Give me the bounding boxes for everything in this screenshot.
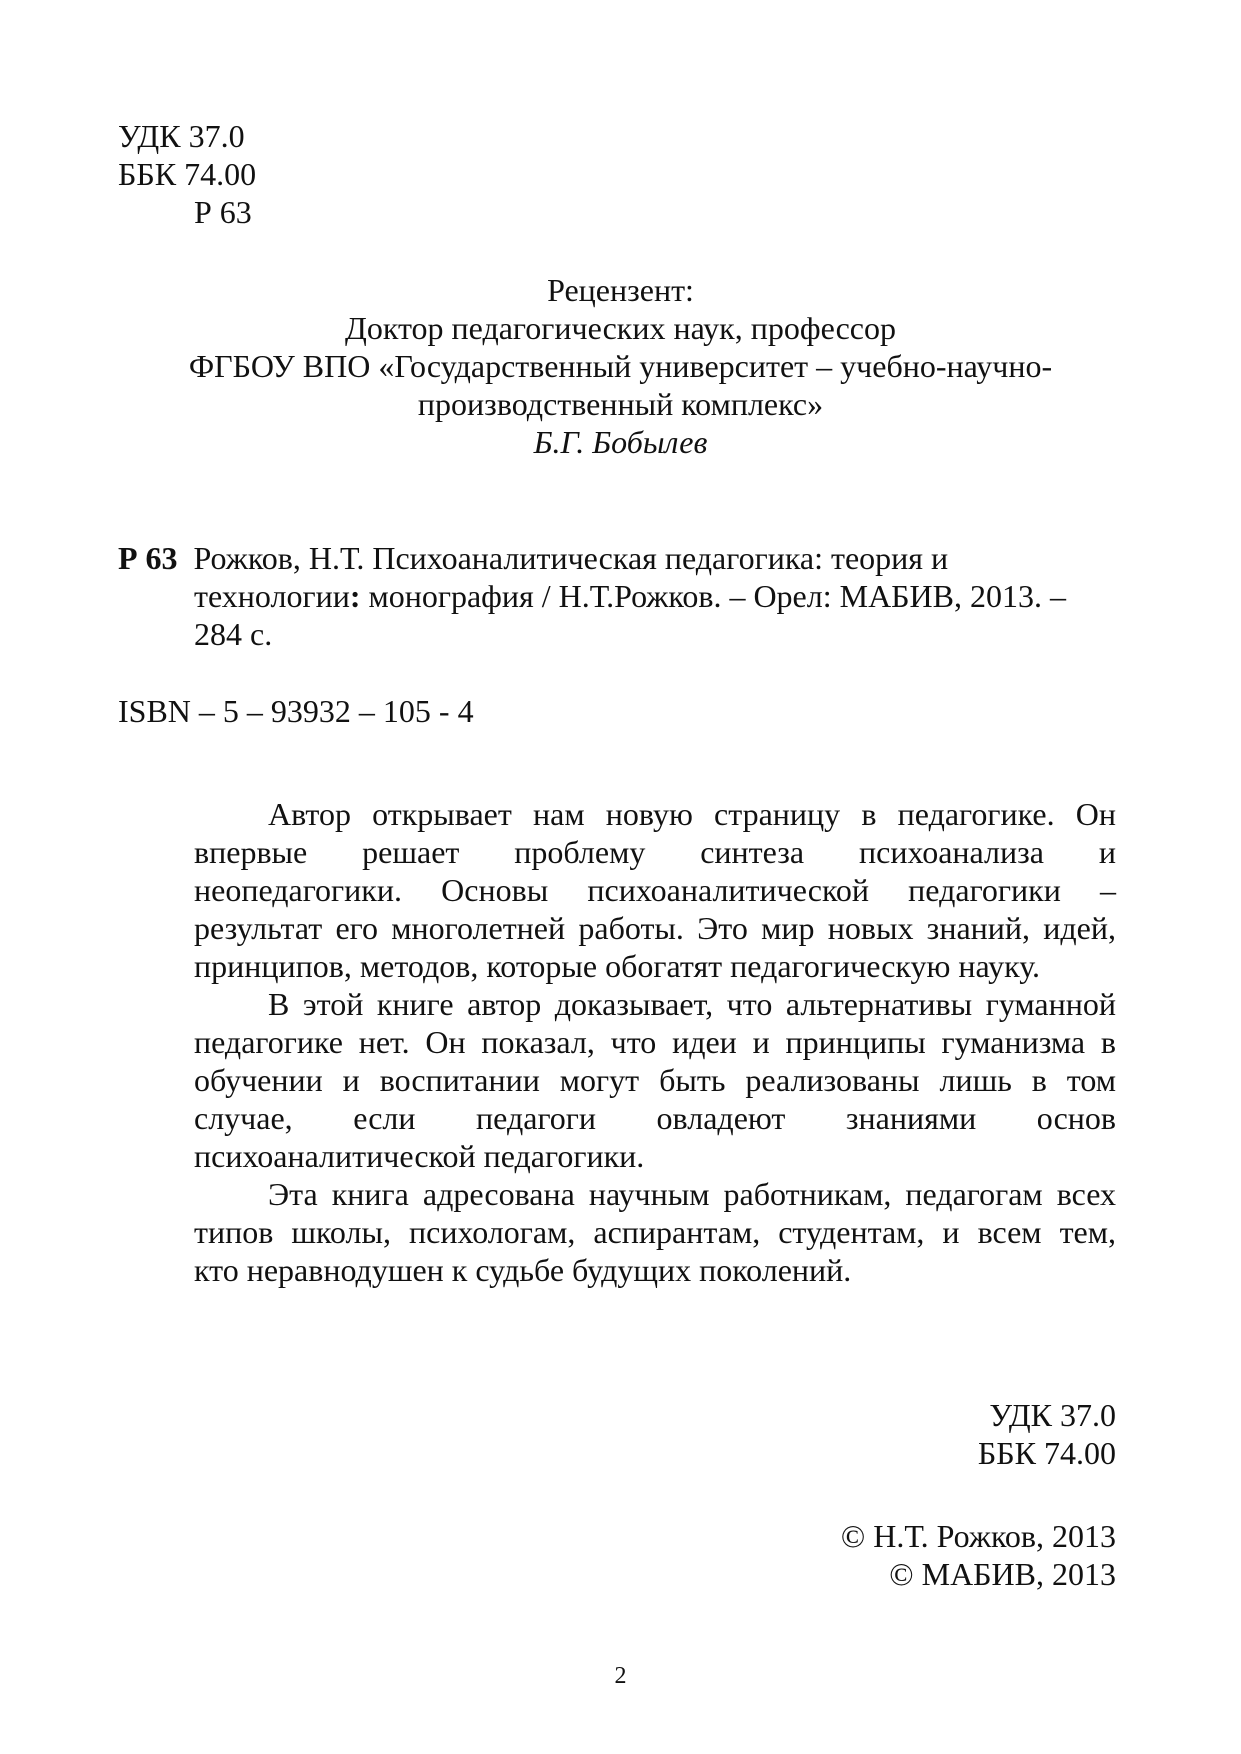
biblio-line-1 — [118, 539, 1066, 577]
abstract-line: В этой книге автор доказывает, что альтернативы гуманной — [268, 986, 1116, 1022]
abstract-line: Автор открывает нам новую страницу в педагогике. Он — [268, 796, 1116, 832]
biblio-line-2: технологии: монография / Н.Т.Рожков. – Орел: МАБИВ, 2013. – — [194, 578, 1066, 614]
abstract-line: неопедагогики. Основы психоаналитической педагогики – — [194, 872, 1116, 908]
abstract-line: случае, если педагоги овладеют знаниями основ — [194, 1100, 1116, 1136]
abstract-line: обучении и воспитании могут быть реализованы лишь в том — [194, 1062, 1116, 1098]
abstract-line: педагогике нет. Он показал, что идеи и принципы гуманизма в — [194, 1024, 1116, 1060]
reviewer-org-line2: производственный комплекс» — [417, 386, 824, 422]
abstract-line: психоаналитической педагогики. — [194, 1138, 645, 1174]
reviewer-org-line1: ФГБОУ ВПО «Государственный университет – учебно-научно- — [188, 348, 1053, 384]
copyright-author: © Н.Т. Рожков, 2013 — [840, 1518, 1116, 1554]
reviewer-block — [0, 271, 1241, 461]
biblio-title: Рожков, Н.Т. Психоаналитическая педагогика: теория и — [193, 540, 949, 576]
abstract-paragraph-2 — [194, 985, 1116, 1175]
bibliographic-record — [118, 539, 1066, 653]
abstract-line: впервые решает проблему синтеза психоанализа и — [194, 834, 1116, 870]
abstract-line: принципов, методов, которые обогатят педагогическую науку. — [194, 948, 1041, 984]
copyright-block — [841, 1517, 1116, 1593]
udk-code-bottom: УДК 37.0 — [989, 1397, 1116, 1433]
abstract-line: кто неравнодушен к судьбе будущих поколений. — [194, 1252, 852, 1288]
bbk-code-bottom: ББК 74.00 — [977, 1435, 1116, 1471]
abstract-paragraph-1 — [194, 795, 1116, 985]
classification-codes-top — [118, 117, 256, 231]
abstract — [194, 795, 1116, 1289]
author-sign: Р 63 — [194, 194, 252, 230]
bbk-code: ББК 74.00 — [118, 156, 257, 192]
biblio-code: Р 63 — [118, 540, 178, 576]
page-number: 2 — [614, 1663, 627, 1689]
abstract-line: типов школы, психологам, аспирантам, студентам, и всем тем, — [194, 1214, 1116, 1250]
udk-code: УДК 37.0 — [118, 118, 245, 154]
isbn: ISBN – 5 – 93932 – 105 - 4 — [118, 693, 474, 729]
reviewer-name: Б.Г. Бобылев — [533, 424, 708, 460]
abstract-line: результат его многолетней работы. Это мир новых знаний, идей, — [194, 910, 1116, 946]
biblio-line-3: 284 с. — [194, 616, 273, 652]
abstract-line: Эта книга адресована научным работникам, педагогам всех — [268, 1176, 1116, 1212]
classification-codes-bottom — [978, 1396, 1116, 1472]
reviewer-label: Рецензент: — [547, 272, 694, 308]
abstract-paragraph-3 — [194, 1175, 1116, 1289]
copyright-publisher: © МАБИВ, 2013 — [889, 1556, 1116, 1592]
reviewer-degree: Доктор педагогических наук, профессор — [345, 310, 896, 346]
